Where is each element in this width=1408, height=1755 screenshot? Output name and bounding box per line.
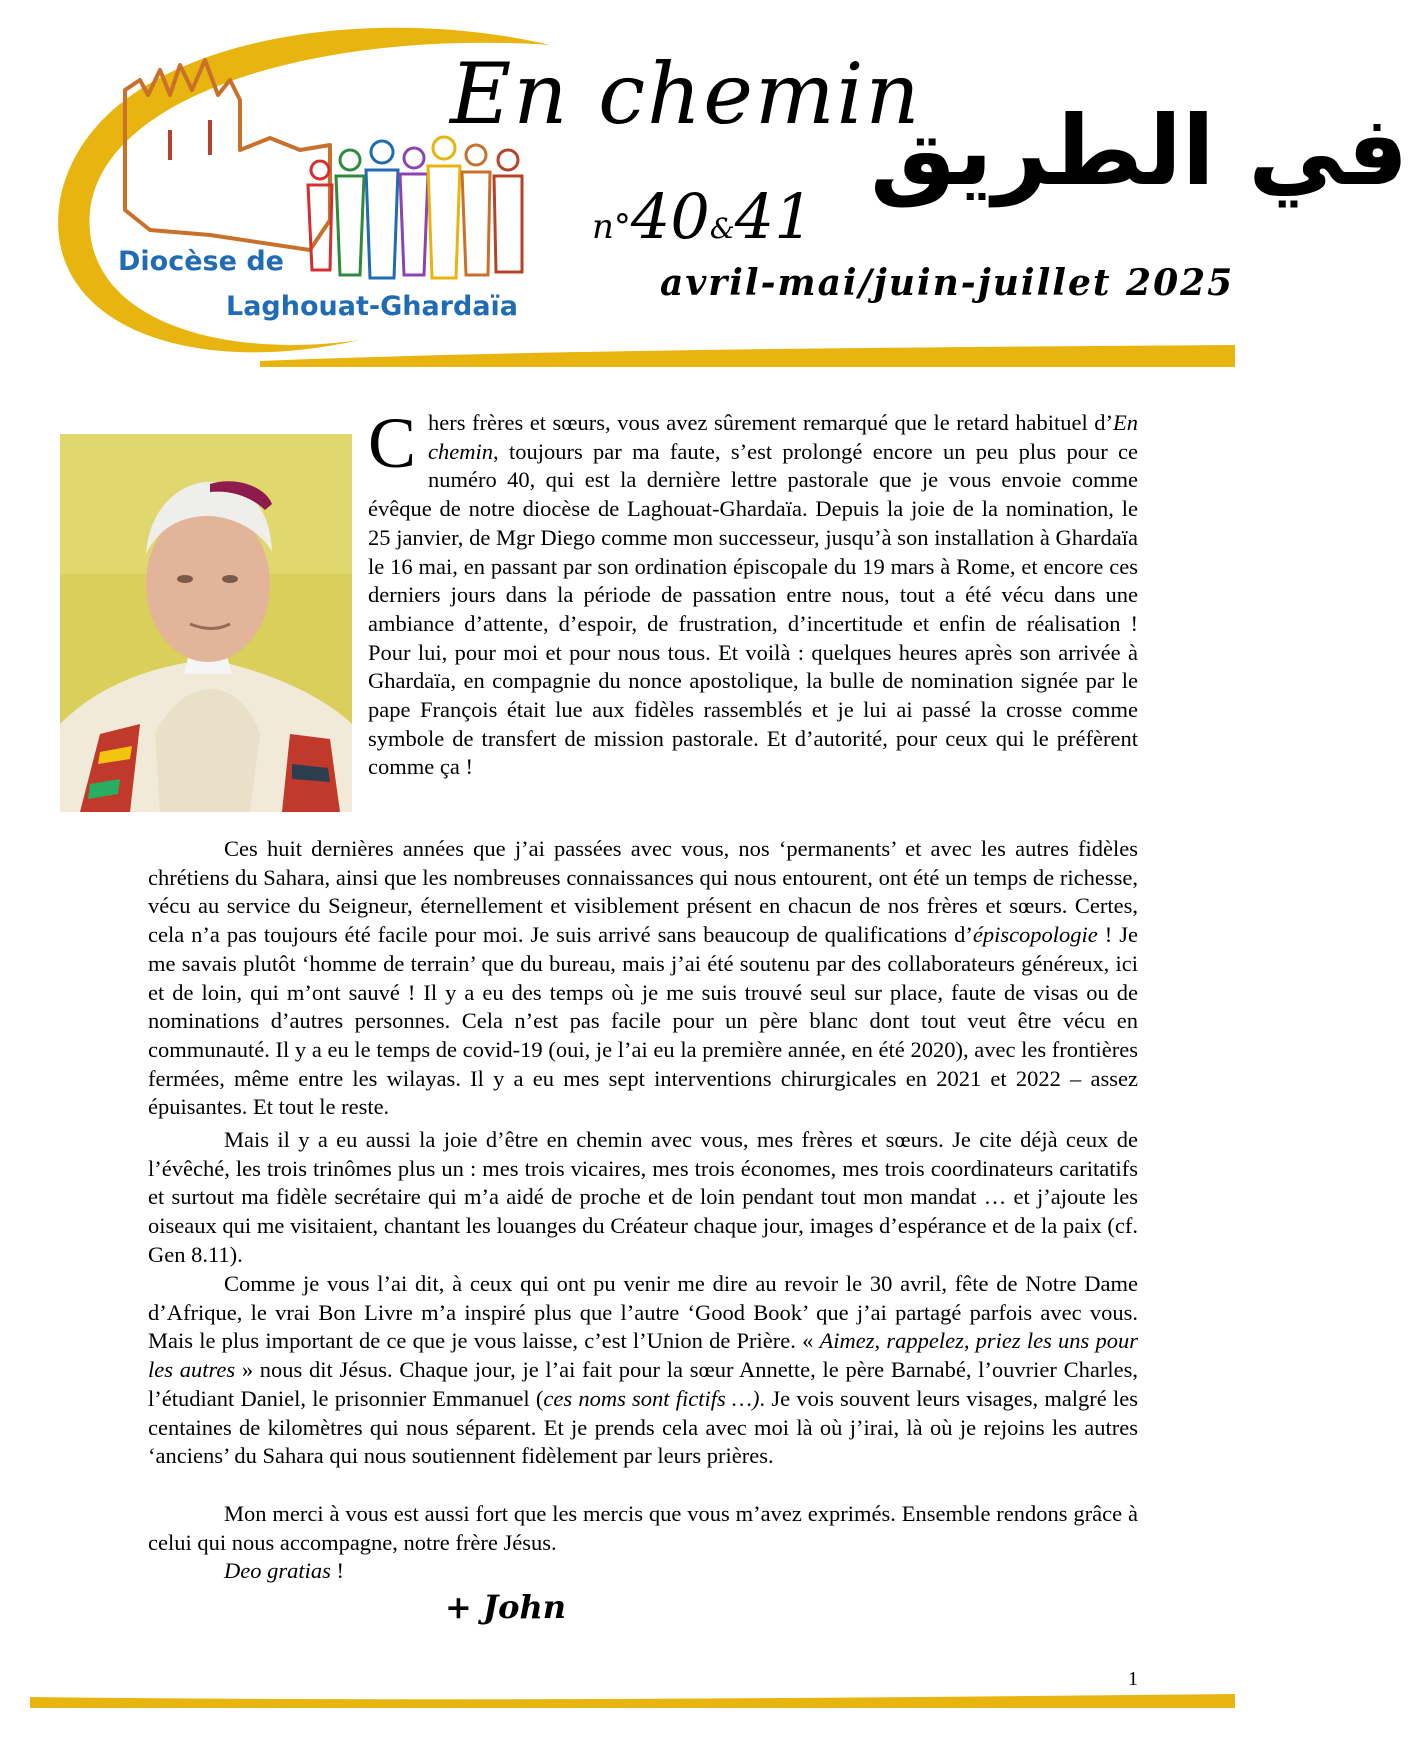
letter-paragraph-4: [148, 1270, 1138, 1471]
newsletter-title-arabic: في الطريق: [870, 95, 1408, 207]
p2-em: épiscopologie: [972, 922, 1098, 948]
issue-amp: &: [709, 212, 735, 245]
p5-text: Mon merci à vous est aussi fort que les mercis que vous m’avez exprimés. Ensemble rendons grâce à celui qui nous accompagne, notre frère Jésus.: [148, 1501, 1138, 1555]
p2-text-b: ! Je me savais plutôt ‘homme de terrain’ que du bureau, mais j’ai été soutenu par des collaborateurs généreux, ici et de loin, qui m’ont sauvé ! Il y a eu des temps où je me suis trouvé seul sur place, faute de visas ou de nominations d’autres personnes. Cela n’est pas facile pour un père blanc dont tout veut être vécu en communauté. Il y a eu le temps de covid-19 (oui, je l’ai eu la première année, en été 2020), avec les frontières fermées, même entre les wilayas. Il y a eu mes sept interventions chirurgicales en 2021 et 2022 – assez épuisantes. Et tout le reste.: [148, 922, 1138, 1120]
people-icon: [308, 137, 522, 278]
p2-text-a: Ces huit dernières années que j’ai passées avec vous, nos ‘permanents’ et avec les autres fidèles chrétiens du Sahara, ainsi que les nombreuses connaissances qui nous entourent, ont été un temps de richesse, vécu au service du Seigneur, éternellement et visiblement présent en chacun de nos frères et sœurs. Certes, cela n’a pas toujours été facile pour moi. Je suis arrivé sans beaucoup de qualifications d’: [148, 836, 1138, 948]
issue-prefix: n°: [592, 207, 631, 247]
logo-text-line1: Diocèse de: [118, 246, 284, 277]
p4-text-a: Comme je vous l’ai dit, à ceux qui ont pu venir me dire au revoir le 30 avril, fête de Notre Dame d’Afrique, le vrai Bon Livre m’a inspiré plus que l’autre ‘Good Book’ que j’ai partagé parfois avec vous. Mais le plus important de ce que je vous laisse, c’est l’Union de Prière. «: [148, 1271, 1138, 1354]
issue-a: 40: [630, 180, 710, 253]
p1-text-b: , toujours par ma faute, s’est prolongé encore un peu plus pour ce numéro 40, qui est la dernière lettre pastorale que je vous envoie comme évêque de notre diocèse de Laghouat-Ghardaïa. Depuis la joie de la nomination, le 25 janvier, de Mgr Diego comme mon successeur, jusqu’à son installation à Ghardaïa le 16 mai, en passant par son ordination épiscopale du 19 mars à Rome, et encore ces derniers jours dans la période de passation entre nous, tout a été vécu dans une ambiance d’attente, d’espoir, de frustration, d’incertitude et enfin de réalisation ! Pour lui, pour moi et pour nous tous. Et voilà : quelques heures après son arrivée à Ghardaïa, en compagnie du nonce apostolique, la bulle de nomination signée par le pape François était lue aux fidèles rassemblés et je lui ai passé la crosse comme symbole de transfert de mission pastorale. Et d’autorité, pour ceux qui le préfèrent comme ça !: [368, 438, 1138, 780]
issue-dates: avril-mai/juin-juillet 2025: [660, 262, 1235, 304]
p4-fictif-em: ces noms sont fictifs …): [543, 1385, 760, 1411]
letter-paragraph-1: [368, 403, 1138, 782]
header-rule: [260, 345, 1235, 367]
issue-number: [592, 180, 814, 253]
p1-title-em: En chemin: [428, 410, 1138, 464]
p4-quote-em: Aimez, rappelez, priez les uns pour les autres: [148, 1328, 1138, 1383]
p4-text-b: » nous dit Jésus. Chaque jour, je l’ai fait pour la sœur Annette, le père Barnabé, l’ouvrier Charles, l’étudiant Daniel, le prisonnier Emmanuel (: [148, 1357, 1138, 1411]
page-number: 1: [1128, 1668, 1138, 1690]
dropcap-letter: C: [368, 403, 417, 483]
signature: + John: [445, 1588, 566, 1626]
p1-text-a: hers frères et sœurs, vous avez sûrement remarqué que le retard habituel d’: [428, 410, 1113, 435]
closing-em: Deo gratias: [224, 1558, 331, 1583]
p3-text: Mais il y a eu aussi la joie d’être en chemin avec vous, mes frères et sœurs. Je cite déjà ceux de l’évêché, les trois trinômes plus un : mes trois vicaires, mes trois économes, mes trois coordinateurs caritatifs et surtout ma fidèle secrétaire qui m’a aidé de proche et de loin pendant tout mon mandat … et j’ajoute les oiseaux qui me visitaient, chantant les louanges du Créateur chaque jour, images d’espérance et de la paix (cf. Gen 8.11).: [148, 1127, 1138, 1267]
letter-paragraph-2: [148, 835, 1138, 1122]
logo-text-line2: Laghouat-Ghardaïa: [226, 291, 519, 322]
newsletter-title: En chemin: [450, 45, 922, 143]
letter-paragraph-5: [148, 1500, 1138, 1557]
closing-punct: !: [330, 1558, 344, 1583]
p4-text-c: . Je vois souvent leurs visages, malgré les centaines de kilomètres qui nous séparent. Et je prends cela avec moi là où j’irai, là où je rejoins les autres ‘anciens’ du Sahara qui nous soutiennent fidèlement par leurs prières.: [148, 1385, 1138, 1469]
closing-line: [224, 1558, 344, 1584]
bishop-photo: [60, 434, 352, 812]
footer-rule: [30, 1694, 1235, 1708]
issue-b: 41: [734, 180, 814, 253]
letter-paragraph-3: [148, 1126, 1138, 1270]
